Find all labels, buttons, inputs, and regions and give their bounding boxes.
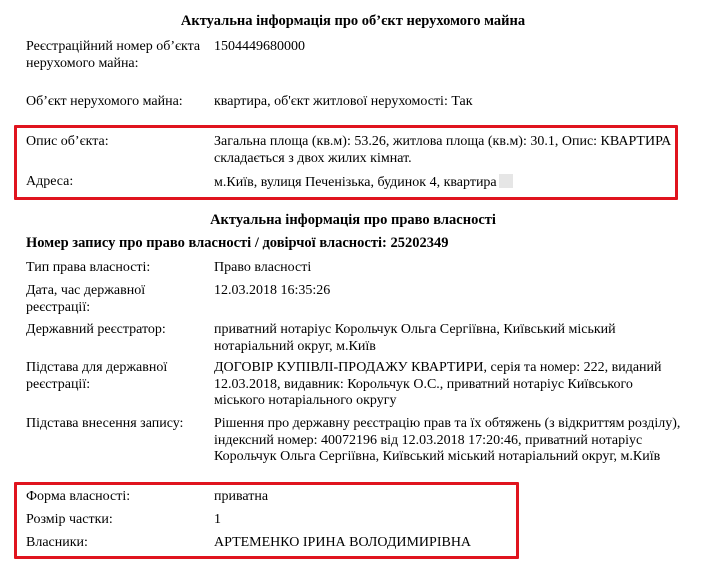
object-type-label: Об’єкт нерухомого майна:	[26, 94, 183, 109]
registration-date-value: 12.03.2018 16:35:26	[214, 283, 331, 298]
object-address-value: м.Київ, вулиця Печенізька, будинок 4, квартира	[214, 175, 497, 190]
registration-basis-value: ДОГОВІР КУПІВЛІ-ПРОДАЖУ КВАРТИРИ, серія та номер: 222, виданий 12.03.2018, видавник: Корольчук О.С., приватний нотаріус Київського міського нотаріального округу	[214, 360, 662, 408]
owners-value: АРТЕМЕНКО ІРИНА ВОЛОДИМИРІВНА	[214, 535, 472, 550]
ownership-form-value: приватна	[214, 489, 269, 504]
registration-date-label: Дата, час державної реєстрації:	[26, 283, 146, 315]
ownership-type-value: Право власності	[214, 260, 312, 275]
ownership-record-title: Номер запису про право власності / довірчої власності: 25202349	[26, 235, 449, 251]
ownership-owner-highlight	[14, 482, 519, 559]
object-section-heading: Актуальна інформація про об’єкт нерухомого майна	[180, 13, 526, 29]
owners-label: Власники:	[26, 535, 88, 550]
ownership-form-label: Форма власності:	[26, 489, 131, 504]
share-size-label: Розмір частки:	[26, 512, 113, 527]
share-size-value: 1	[214, 512, 221, 527]
object-description-label: Опис об’єкта:	[26, 134, 109, 149]
registrar-label: Державний реєстратор:	[26, 322, 166, 337]
ownership-section-heading: Актуальна інформація про право власності	[210, 212, 496, 228]
object-reg-number-value: 1504449680000	[214, 39, 305, 54]
registrar-value: приватний нотаріус Корольчук Ольга Сергіївна, Київський міський нотаріальний округ, м.Київ	[214, 322, 616, 354]
entry-basis-label: Підстава внесення запису:	[26, 416, 184, 431]
description-address-highlight	[14, 125, 678, 200]
object-reg-number-label: Реєстраційний номер об’єкта нерухомого майна:	[26, 39, 201, 71]
object-type-value: квартира, об'єкт житлової нерухомості: Так	[214, 94, 473, 109]
object-description-value: Загальна площа (кв.м): 53.26, житлова площа (кв.м): 30.1, Опис: КВАРТИРА складається з двох жилих кімнат.	[214, 134, 672, 166]
ownership-type-label: Тип права власності:	[26, 260, 151, 275]
object-address-label: Адреса:	[26, 174, 74, 189]
entry-basis-value: Рішення про державну реєстрацію прав та їх обтяжень (з відкриттям розділу), індексний номер: 40072196 від 12.03.2018 17:20:46, приватний нотаріус Корольчук Ольга Сергіївна, Київський міський нотаріальний округ, м.Київ	[214, 416, 681, 464]
registration-basis-label: Підстава для державної реєстрації:	[26, 360, 168, 392]
